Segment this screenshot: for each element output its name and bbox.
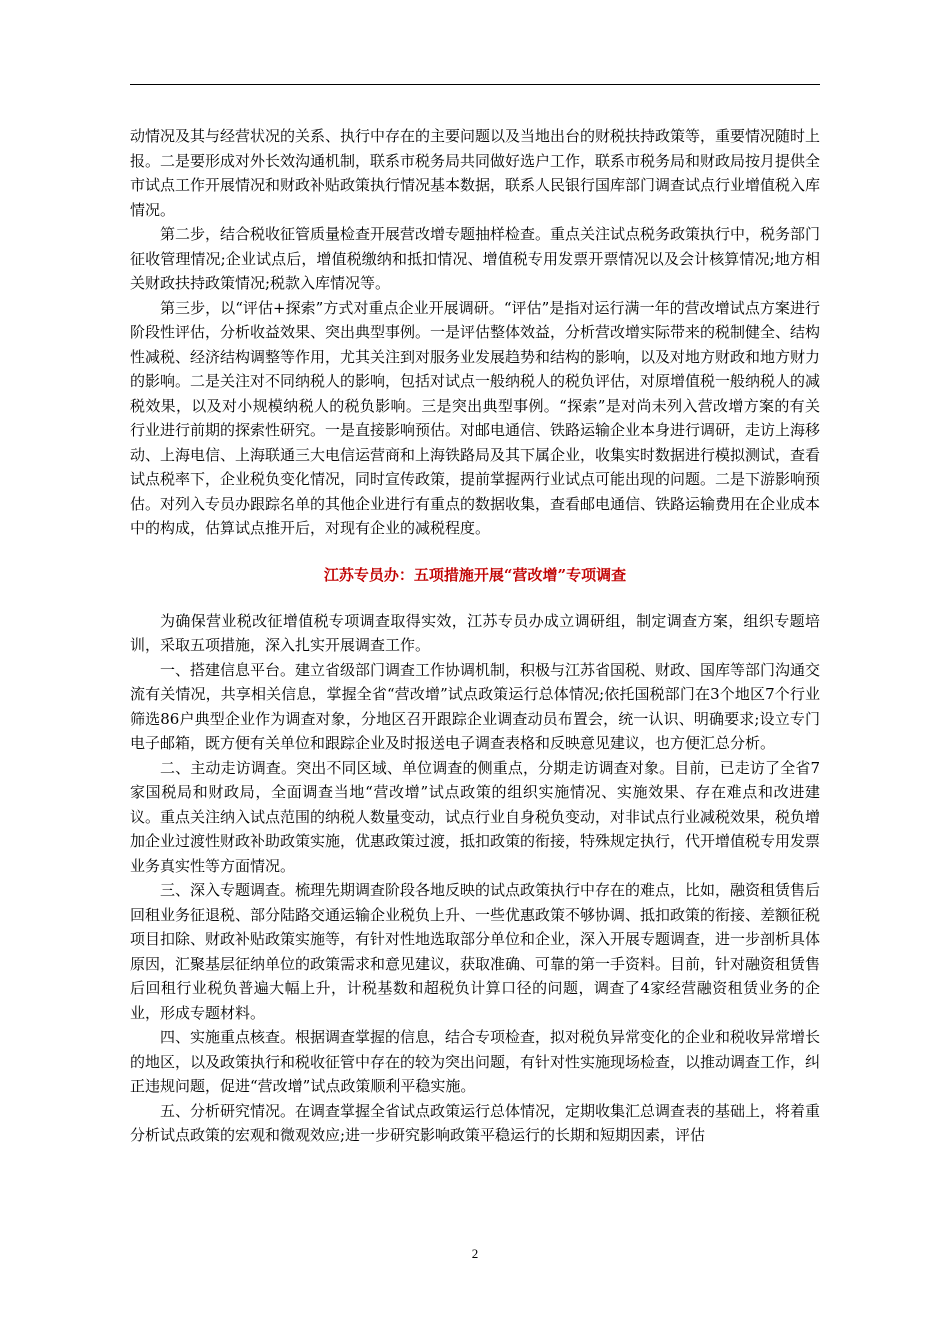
paragraph: 动情况及其与经营状况的关系、执行中存在的主要问题以及当地出台的财税扶持政策等，重要情况随时上报。二是要形成对外长效沟通机制，联系市税务局共同做好选户工作，联系市税务局和财政局按月提供全市试点工作开展情况和财政补贴政策执行情况基本数据，联系人民银行国库部门调查试点行业增值税入库情况。 xyxy=(130,127,821,219)
paragraph: 第二步，结合税收征管质量检查开展营改增专题抽样检查。重点关注试点税务政策执行中，税务部门征收管理情况;企业试点后，增值税缴纳和抵扣情况、增值税专用发票开票情况以及会计核算情况;地方相关财政扶持政策情况;税款入库情况等。 xyxy=(130,225,821,292)
paragraph: 五、分析研究情况。在调查掌握全省试点政策运行总体情况，定期收集汇总调查表的基础上，将着重分析试点政策的宏观和微观效应;进一步研究影响政策平稳运行的长期和短期因素，评估 xyxy=(130,1101,821,1144)
paragraph: 四、实施重点核查。根据调查掌握的信息，结合专项检查，拟对税负异常变化的企业和税收异常增长的地区，以及政策执行和税收征管中存在的较为突出问题，有针对性实施现场检查，以推动调查工作，纠正违规问题，促进“营改增”试点政策顺利平稳实施。 xyxy=(130,1028,821,1095)
document-body xyxy=(130,124,820,1148)
paragraph: 第三步，以“评估+探索”方式对重点企业开展调研。“评估”是指对运行满一年的营改增试点方案进行阶段性评估，分析收益效果、突出典型事例。一是评估整体效益，分析营改增实际带来的税制健全、结构性减税、经济结构调整等作用，尤其关注到对服务业发展趋势和结构的影响，以及对地方财政和地方财力的影响。二是关注对不同纳税人的影响，包括对试点一般纳税人的税负评估，对原增值税一般纳税人的减税效果，以及对小规模纳税人的税负影响。三是突出典型事例。“探索”是对尚未列入营改增方案的有关行业进行前期的探索性研究。一是直接影响预估。对邮电通信、铁路运输企业本身进行调研，走访上海移动、上海电信、上海联通三大电信运营商和上海铁路局及其下属企业，收集实时数据进行模拟测试，查看试点税率下，企业税负变化情况，同时宣传政策，提前掌握两行业试点可能出现的问题。二是下游影响预估。对列入专员办跟踪名单的其他企业进行有重点的数据收集，查看邮电通信、铁路运输费用在企业成本中的构成，估算试点推开后，对现有企业的减税程度。 xyxy=(130,298,821,537)
paragraph: 三、深入专题调查。梳理先期调查阶段各地反映的试点政策执行中存在的难点，比如，融资租赁售后回租业务征退税、部分陆路交通运输企业税负上升、一些优惠政策不够协调、抵扣政策的衔接、差额征税项目扣除、财政补贴政策实施等，有针对性地选取部分单位和企业，深入开展专题调查，进一步剖析具体原因，汇聚基层征纳单位的政策需求和意见建议，获取准确、可靠的第一手资料。目前，针对融资租赁售后回租行业税负普遍大幅上升，计税基数和超税负计算口径的问题，调查了4家经营融资租赁业务的企业，形成专题材料。 xyxy=(130,881,821,1022)
section-heading: 江苏专员办：五项措施开展“营改增”专项调查 xyxy=(323,565,627,584)
section-shanghai xyxy=(130,124,820,541)
header-rule xyxy=(130,84,820,85)
page-number: 2 xyxy=(471,1246,479,1261)
paragraph: 一、搭建信息平台。建立省级部门调查工作协调机制，积极与江苏省国税、财政、国库等部门沟通交流有关情况，共享相关信息，掌握全省“营改增”试点政策运行总体情况;依托国税部门在3个地区7个行业筛选86户典型企业作为调查对象，分地区召开跟踪企业调查动员布置会，统一认识、明确要求;设立专门电子邮箱，既方便有关单位和跟踪企业及时报送电子调查表格和反映意见建议，也方便汇总分析。 xyxy=(130,660,821,752)
paragraph: 二、主动走访调查。突出不同区域、单位调查的侧重点，分期走访调查对象。目前，已走访了全省7家国税局和财政局，全面调查当地“营改增”试点政策的组织实施情况、实施效果、存在难点和改进建议。重点关注纳入试点范围的纳税人数量变动，试点行业自身税负变动，对非试点行业减税效果，税负增加企业过渡性财政补助政策实施，优惠政策过渡，抵扣政策的衔接，特殊规定执行，代开增值税专用发票业务真实性等方面情况。 xyxy=(130,758,821,875)
paragraph: 为确保营业税改征增值税专项调查取得实效，江苏专员办成立调研组，制定调查方案，组织专题培训，采取五项措施，深入扎实开展调查工作。 xyxy=(130,611,820,654)
section-jiangsu xyxy=(130,609,820,1148)
